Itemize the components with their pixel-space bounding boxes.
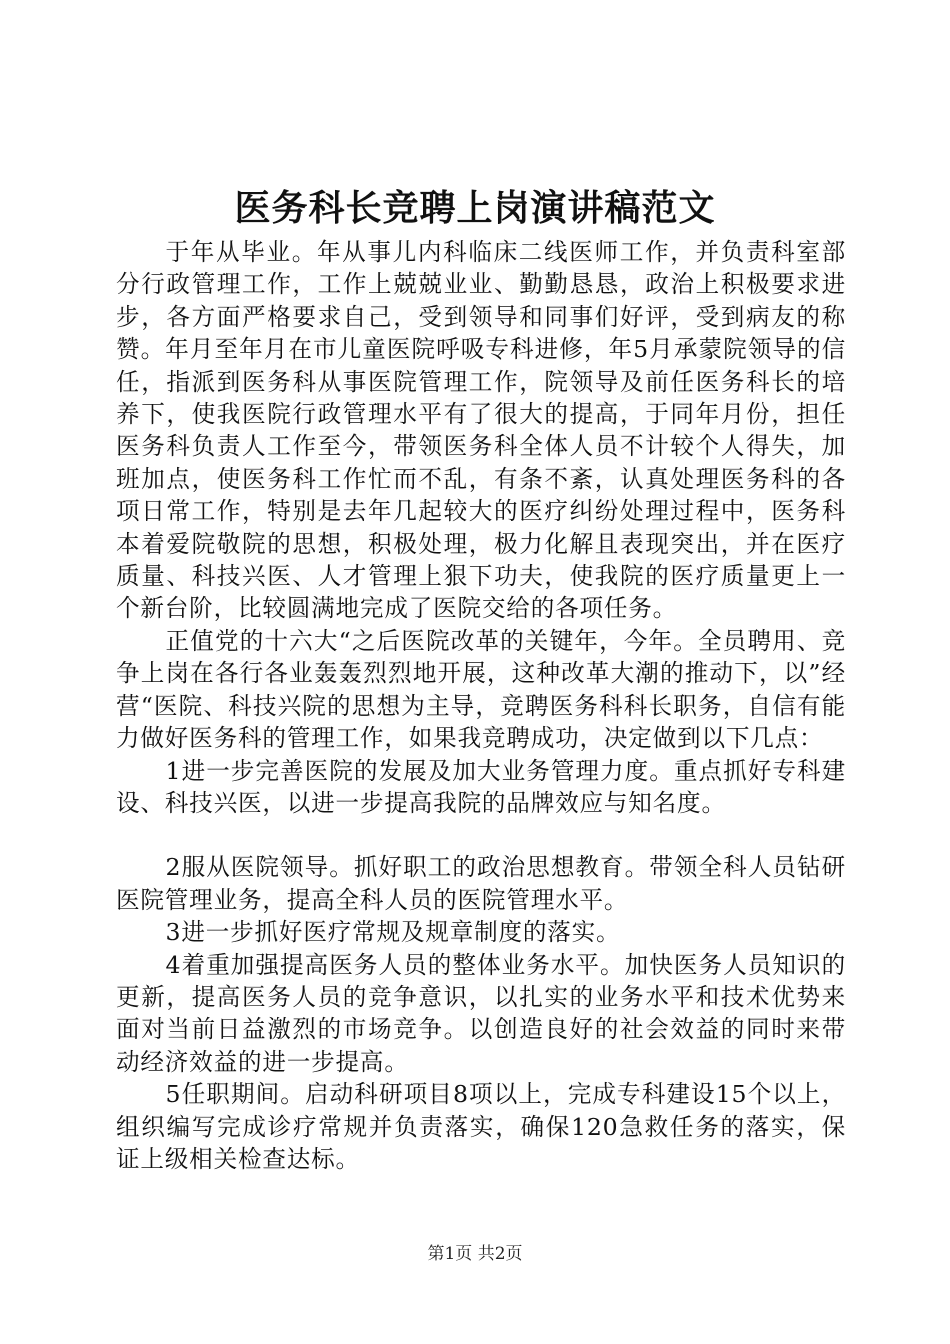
page-number: 第1页 共2页	[427, 1244, 523, 1264]
paragraph-7: 5任职期间。启动科研项目8项以上，完成专科建设15个以上，组织编写完成诊疗常规并负责落实，确保120急救任务的落实，保证上级相关检查达标。	[116, 1080, 846, 1173]
paragraph-6: 4着重加强提高医务人员的整体业务水平。加快医务人员知识的更新，提高医务人员的竞争意识，以扎实的业务水平和技术优势来面对当前日益激烈的市场竞争。以创造良好的社会效益的同时来带动经济效益的进一步提高。	[116, 950, 846, 1076]
document-title: 医务科长竞聘上岗演讲稿范文	[234, 187, 716, 229]
document-body	[116, 236, 846, 1175]
paragraph-1: 于年从毕业。年从事儿内科临床二线医师工作，并负责科室部分行政管理工作，工作上兢兢业业、勤勤恳恳，政治上积极要求进步，各方面严格要求自己，受到领导和同事们好评，受到病友的称赞。年月至年月在市儿童医院呼吸专科进修，年5月承蒙院领导的信任，指派到医务科从事医院管理工作，院领导及前任医务科长的培养下，使我医院行政管理水平有了很大的提高，于同年月份，担任医务科负责人工作至今，带领医务科全体人员不计较个人得失，加班加点，使医务科工作忙而不乱，有条不紊，认真处理医务科的各项日常工作，特别是去年几起较大的医疗纠纷处理过程中，医务科本着爱院敬院的思想，积极处理，极力化解且表现突出，并在医疗质量、科技兴医、人才管理上狠下功夫，使我院的医疗质量更上一个新台阶，比较圆满地完成了医院交给的各项任务。	[116, 238, 846, 623]
paragraph-3: 1进一步完善医院的发展及加大业务管理力度。重点抓好专科建设、科技兴医，以进一步提高我院的品牌效应与知名度。	[116, 756, 846, 817]
paragraph-4: 2服从医院领导。抓好职工的政治思想教育。带领全科人员钻研医院管理业务，提高全科人员的医院管理水平。	[116, 853, 846, 914]
paragraph-5: 3进一步抓好医疗常规及规章制度的落实。	[165, 918, 621, 947]
paragraph-gap	[116, 819, 846, 851]
paragraph-2: 正值党的十六大“之后医院改革的关键年，今年。全员聘用、竞争上岗在各行各业轰轰烈烈地开展，这种改革大潮的推动下，以”经营“医院、科技兴院的思想为主导，竞聘医务科科长职务，自信有能力做好医务科的管理工作，如果我竞聘成功，决定做到以下几点：	[116, 626, 846, 753]
